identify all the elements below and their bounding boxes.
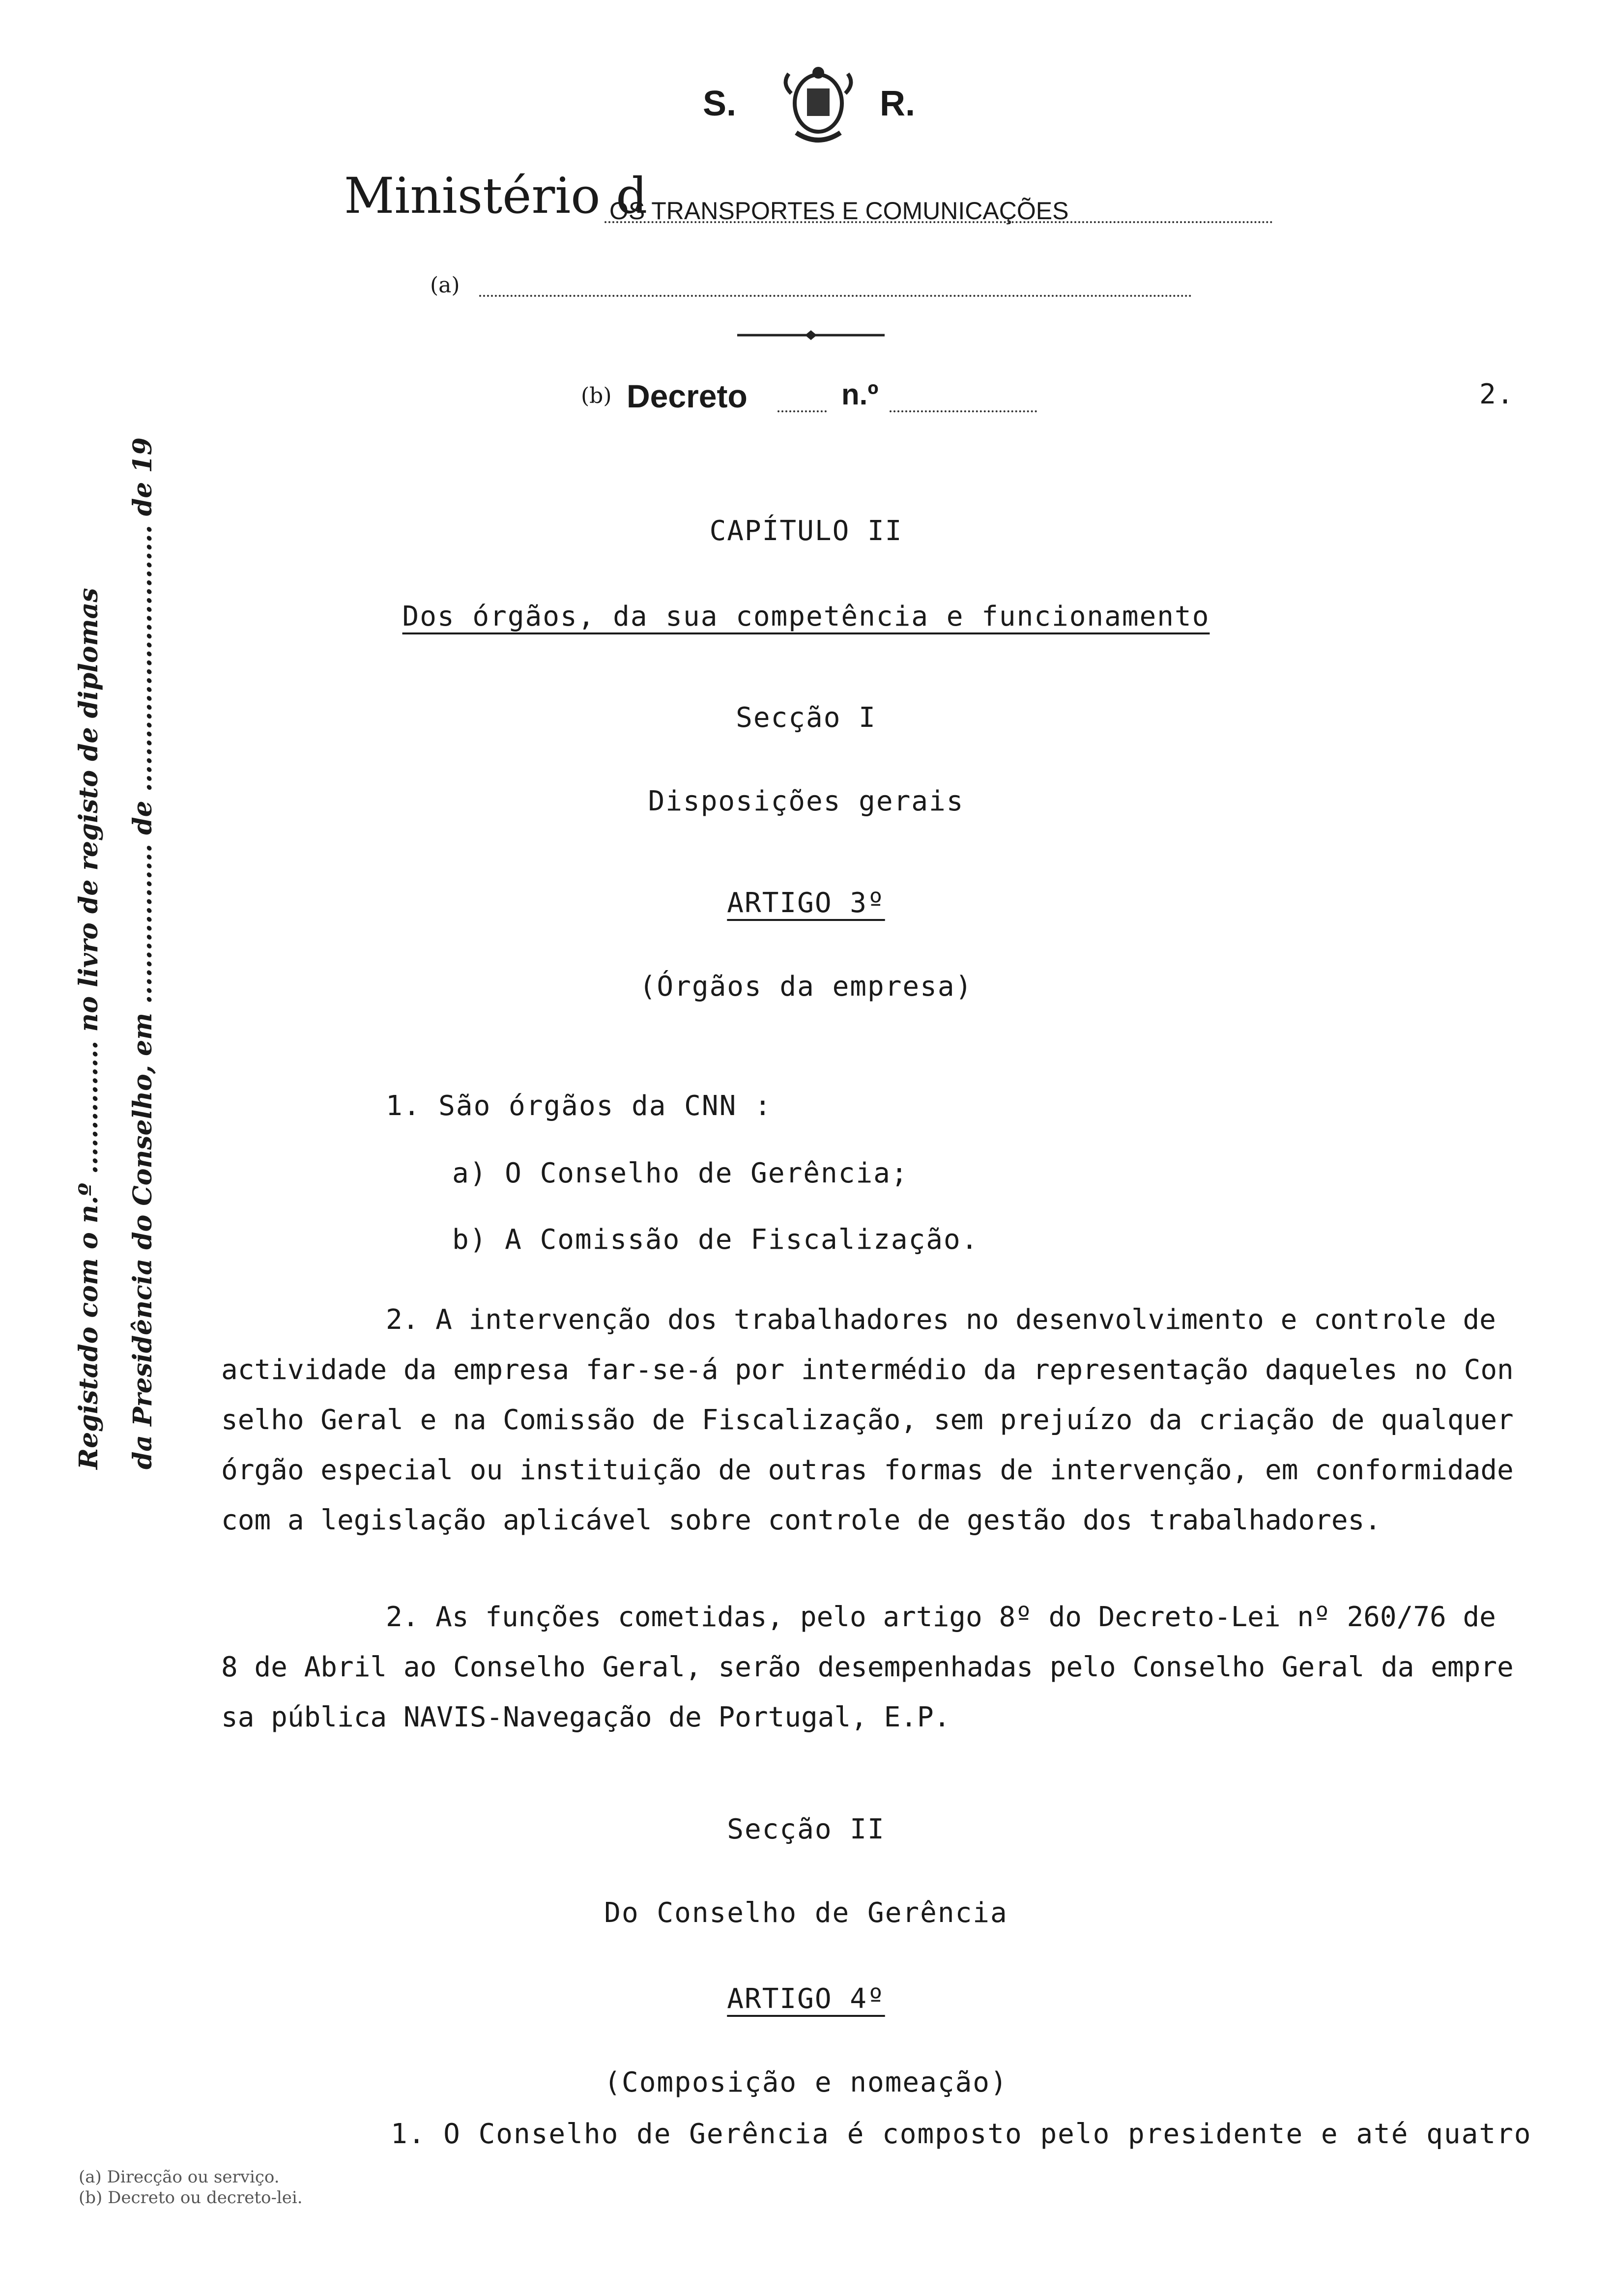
article-3-paragraph-2 bbox=[221, 1295, 1528, 1546]
footnote-b: (b) Decreto ou decreto-lei. bbox=[79, 2188, 303, 2208]
coat-of-arms-icon bbox=[777, 64, 860, 147]
marker-a: (a) bbox=[430, 273, 460, 298]
ministry-dotted-line bbox=[604, 221, 1273, 223]
paragraph-line: selho Geral e na Comissão de Fiscalização, sem prejuízo da criação de qualquer bbox=[221, 1404, 1514, 1436]
article-3-item-1a: a) O Conselho de Gerência; bbox=[452, 1157, 909, 1189]
ministry-name: OS TRANSPORTES E COMUNICAÇÕES bbox=[609, 197, 1069, 225]
article-4-caption: (Composição e nomeação) bbox=[604, 2066, 1008, 2098]
numero-dotted-line bbox=[890, 410, 1037, 412]
article-3-paragraph-3 bbox=[221, 1592, 1528, 1743]
ornament-divider bbox=[737, 329, 885, 341]
direction-dotted-line bbox=[479, 295, 1192, 297]
chapter-title: CAPÍTULO II bbox=[709, 515, 903, 547]
paragraph-line: actividade da empresa far-se-á por intermédio da representação daqueles no Con bbox=[221, 1354, 1514, 1386]
article-3-caption: (Órgãos da empresa) bbox=[639, 971, 973, 1003]
page-number: 2. bbox=[1479, 378, 1515, 410]
decreto-dotted-line bbox=[777, 410, 827, 412]
paragraph-line: 8 de Abril ao Conselho Geral, serão desempenhadas pelo Conselho Geral da empre bbox=[221, 1651, 1514, 1683]
paragraph-line: órgão especial ou instituição de outras formas de intervenção, em conformidade bbox=[221, 1454, 1514, 1486]
paragraph-line: sa pública NAVIS-Navegação de Portugal, E.P. bbox=[221, 1701, 950, 1733]
chapter-subtitle: Dos órgãos, da sua competência e funcionamento bbox=[402, 601, 1210, 632]
numero-label: n.º bbox=[841, 378, 879, 411]
section-2-title: Secção II bbox=[727, 1813, 885, 1845]
article-4-heading: ARTIGO 4º bbox=[727, 1983, 885, 2015]
article-4-item-1: 1. O Conselho de Gerência é composto pelo presidente e até quatro bbox=[391, 2118, 1532, 2150]
article-3-heading: ARTIGO 3º bbox=[727, 887, 885, 919]
paragraph-line: com a legislação aplicável sobre controle de gestão dos trabalhadores. bbox=[221, 1504, 1382, 1536]
section-2-subtitle: Do Conselho de Gerência bbox=[604, 1897, 1008, 1929]
article-3-item-1: 1. São órgãos da CNN : bbox=[386, 1090, 772, 1122]
seal-right-letter: R. bbox=[880, 84, 915, 123]
registry-note-line1: Registado com o n.º ............... no livro de registo de diplomas bbox=[74, 588, 104, 1469]
decreto-label: Decreto bbox=[627, 378, 748, 414]
ministry-prefix: Ministério d bbox=[344, 167, 648, 225]
section-1-title: Secção I bbox=[736, 702, 876, 734]
paragraph-line: 2. A intervenção dos trabalhadores no desenvolvimento e controle de bbox=[386, 1304, 1496, 1336]
seal-left-letter: S. bbox=[703, 84, 737, 123]
section-1-subtitle: Disposições gerais bbox=[648, 785, 964, 817]
marker-b: (b) bbox=[581, 383, 612, 408]
registry-note-line2: da Presidência do Conselho, em .................. de .............................. de 19 bbox=[128, 437, 158, 1469]
paragraph-line: 2. As funções cometidas, pelo artigo 8º do Decreto-Lei nº 260/76 de bbox=[386, 1601, 1496, 1633]
footnote-a: (a) Direcção ou serviço. bbox=[79, 2167, 280, 2187]
article-3-item-1b: b) A Comissão de Fiscalização. bbox=[452, 1224, 979, 1256]
